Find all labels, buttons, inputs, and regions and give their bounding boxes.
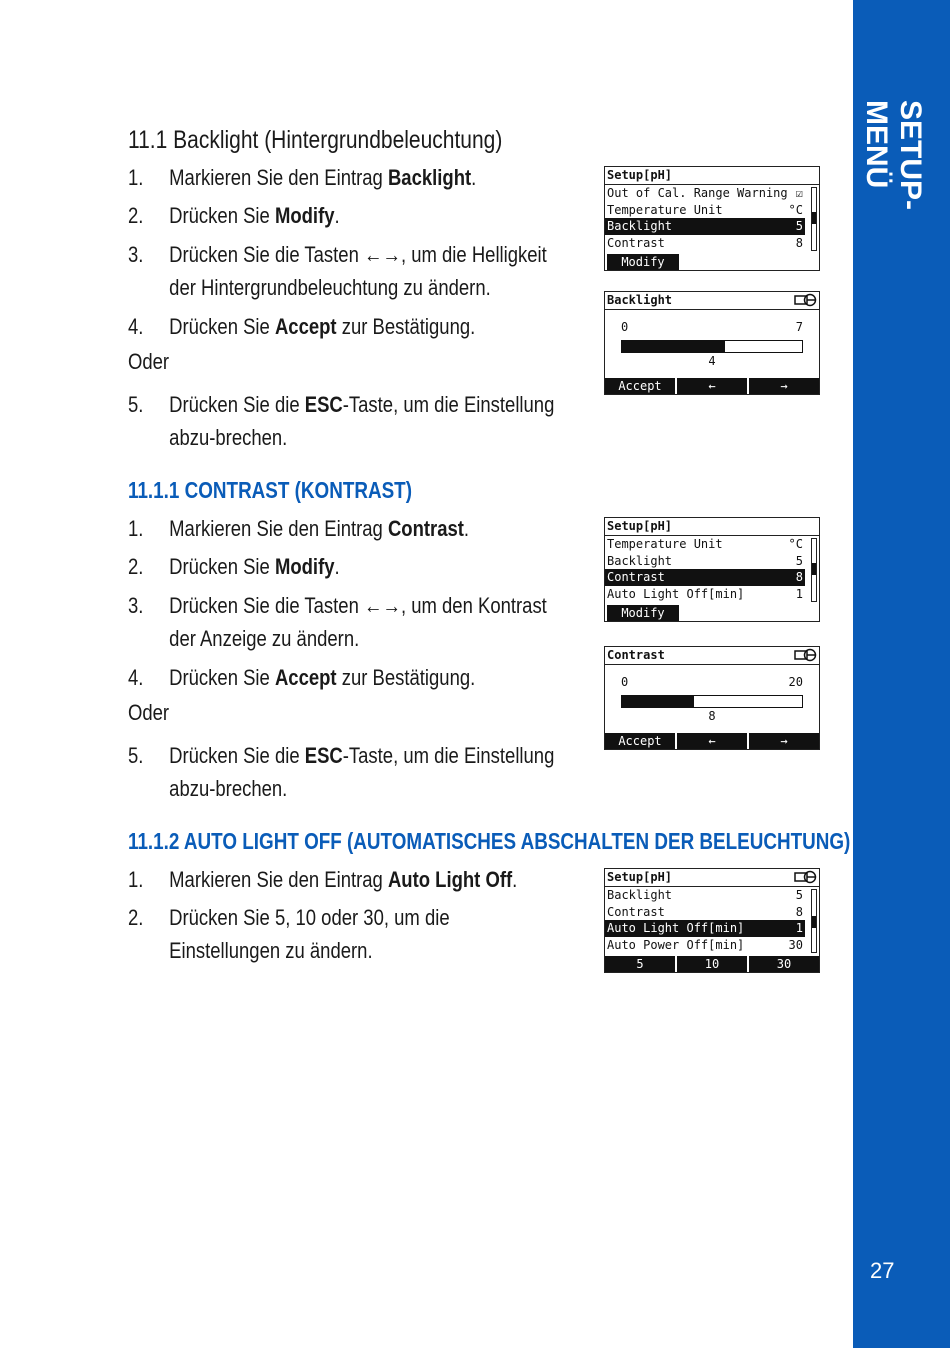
lcd-softkey[interactable]: → — [749, 733, 819, 749]
step-text-plain: Drücken Sie — [169, 203, 275, 228]
gauge-value: 4 — [708, 354, 716, 368]
lcd-row-label: Temperature Unit — [607, 537, 723, 551]
gauge-fill — [622, 341, 725, 352]
step-text — [169, 512, 565, 545]
lcd-menu-row[interactable] — [605, 904, 805, 921]
step-number: 1. — [128, 867, 144, 892]
step-text-keyword: Modify — [274, 203, 335, 228]
lcd-row-value: 8 — [795, 570, 803, 584]
step-text — [169, 199, 565, 232]
step-text-keyword: Backlight — [387, 165, 472, 190]
step-text — [169, 388, 565, 454]
step-text — [169, 901, 565, 967]
section-heading-contrast: 11.1.1 CONTRAST (KONTRAST) — [128, 477, 412, 503]
lcd-setup-screen-contrast — [604, 517, 820, 622]
oder-label: Oder — [128, 349, 170, 374]
lcd-softkey[interactable]: 10 — [677, 956, 747, 972]
step-text-keyword: Modify — [274, 554, 335, 579]
step-item — [128, 550, 565, 583]
step-text-plain: Drücken Sie die Tasten ←→, um den Kontrast der Anzeige zu ändern. — [169, 593, 547, 651]
gauge-bar — [621, 340, 803, 353]
lcd-softkey[interactable]: → — [749, 378, 819, 394]
lcd-title-text: Backlight — [607, 293, 673, 307]
lcd-setup-screen-auto-light-off — [604, 868, 820, 973]
lcd-menu-row[interactable] — [605, 569, 805, 586]
lcd-row-value: 5 — [795, 219, 803, 233]
lcd-backlight-adjust-screen — [604, 291, 820, 395]
step-number: 1. — [128, 516, 144, 541]
oder-label: Oder — [128, 700, 170, 725]
gauge-value: 8 — [708, 709, 716, 723]
step-item — [128, 512, 565, 545]
step-item — [128, 739, 565, 805]
lcd-menu-row[interactable] — [605, 586, 805, 603]
step-item — [128, 589, 565, 655]
lcd-softkey[interactable]: ← — [677, 733, 747, 749]
lcd-title — [605, 518, 819, 536]
gauge-max: 20 — [788, 675, 803, 689]
lcd-row-label: Auto Power Off[min] — [607, 937, 745, 952]
lcd-softkey[interactable]: Modify — [607, 605, 679, 621]
step-text — [169, 550, 565, 583]
lcd-row-label: Contrast — [607, 570, 665, 584]
step-item — [128, 901, 565, 967]
step-number: 5. — [128, 743, 144, 768]
lcd-row-label: Backlight — [607, 553, 673, 568]
lcd-title — [605, 647, 819, 665]
lcd-row-value: 30 — [788, 937, 803, 952]
lcd-menu-row[interactable] — [605, 218, 805, 235]
lcd-menu-row[interactable] — [605, 536, 805, 553]
lcd-softkey[interactable]: ← — [677, 378, 747, 394]
step-text-keyword: ESC — [304, 743, 343, 768]
battery-icon — [791, 648, 817, 662]
step-item — [128, 388, 565, 454]
lcd-setup-screen-backlight — [604, 166, 820, 271]
step-text-plain: Drücken Sie 5, 10 oder 30, um die Einstellungen zu ändern. — [169, 905, 450, 963]
section-heading-auto-light-off: 11.1.2 AUTO LIGHT OFF (AUTOMATISCHES ABSCHALTEN DER BELEUCHTUNG) — [128, 828, 851, 854]
lcd-row-value: °C — [788, 537, 803, 551]
step-text-plain-after: . — [463, 516, 470, 541]
lcd-row-value: ☑ — [795, 186, 803, 200]
step-text-plain-after: zur Bestätigung. — [336, 314, 476, 339]
step-text-plain-after: zur Bestätigung. — [336, 665, 476, 690]
step-text — [169, 863, 565, 896]
step-text-keyword: Auto Light Off — [387, 867, 513, 892]
step-text-plain: Drücken Sie — [169, 665, 275, 690]
lcd-scrollbar — [811, 889, 817, 953]
lcd-row-value: 8 — [795, 904, 803, 919]
lcd-title-text: Setup[pH] — [607, 870, 673, 884]
gauge-min: 0 — [621, 320, 629, 334]
step-number: 3. — [128, 242, 144, 267]
step-number: 4. — [128, 314, 144, 339]
lcd-row-value: 5 — [795, 553, 803, 568]
lcd-menu-row[interactable] — [605, 235, 805, 252]
lcd-scrollbar — [811, 187, 817, 251]
lcd-title — [605, 869, 819, 887]
lcd-menu-row[interactable] — [605, 185, 805, 202]
gauge-min: 0 — [621, 675, 629, 689]
lcd-row-value: 1 — [795, 921, 803, 935]
lcd-row-label: Auto Light Off[min] — [607, 586, 745, 601]
step-text — [169, 161, 565, 194]
section-heading-backlight: 11.1 Backlight (Hintergrundbeleuchtung) — [128, 126, 503, 154]
lcd-softkey[interactable]: Accept — [605, 378, 675, 394]
lcd-softkey[interactable]: 5 — [605, 956, 675, 972]
lcd-softkey[interactable]: Modify — [607, 254, 679, 270]
step-item — [128, 161, 565, 194]
lcd-row-label: Out of Cal. Range Warning — [607, 186, 788, 200]
step-text — [169, 238, 565, 304]
step-text-plain-after: . — [471, 165, 477, 190]
step-item — [128, 199, 565, 232]
lcd-contrast-adjust-screen — [604, 646, 820, 750]
step-text-plain: Drücken Sie die Tasten ←→, um die Helligkeit der Hintergrundbeleuchtung zu ändern. — [169, 242, 547, 300]
lcd-title — [605, 167, 819, 185]
step-text — [169, 739, 565, 805]
step-text-plain: Markieren Sie den Eintrag — [169, 867, 388, 892]
step-text — [169, 310, 565, 343]
step-text-plain-after: . — [334, 554, 340, 579]
step-text-keyword: Contrast — [387, 516, 464, 541]
lcd-row-value: 1 — [795, 586, 803, 601]
step-text-keyword: Accept — [274, 314, 337, 339]
step-text-plain-after: . — [334, 203, 340, 228]
step-text-keyword: ESC — [304, 392, 343, 417]
step-item — [128, 238, 565, 304]
gauge-max: 7 — [795, 320, 803, 334]
step-item — [128, 863, 565, 896]
lcd-menu-row[interactable] — [605, 937, 805, 954]
step-number: 3. — [128, 593, 144, 618]
lcd-row-value: 8 — [795, 235, 803, 250]
step-number: 2. — [128, 905, 144, 930]
lcd-softkey[interactable]: 30 — [749, 956, 819, 972]
page-number: 27 — [870, 1258, 895, 1283]
lcd-menu-row[interactable] — [605, 920, 805, 937]
step-number: 5. — [128, 392, 144, 417]
lcd-title-text: Setup[pH] — [607, 519, 673, 533]
step-item — [128, 310, 565, 343]
lcd-row-label: Backlight — [607, 888, 673, 902]
step-text-keyword: Accept — [274, 665, 337, 690]
lcd-title-text: Contrast — [607, 648, 665, 662]
step-text-plain: Drücken Sie — [169, 554, 275, 579]
lcd-menu-row[interactable] — [605, 887, 805, 904]
step-text — [169, 661, 565, 694]
step-number: 2. — [128, 554, 144, 579]
lcd-row-label: Backlight — [607, 219, 673, 233]
lcd-row-label: Contrast — [607, 235, 665, 250]
lcd-menu-row[interactable] — [605, 202, 805, 219]
lcd-row-label: Auto Light Off[min] — [607, 921, 745, 935]
step-text-plain: Drücken Sie die — [169, 392, 305, 417]
lcd-title — [605, 292, 819, 310]
lcd-title-text: Setup[pH] — [607, 168, 673, 182]
step-text-plain-after: . — [512, 867, 518, 892]
step-text-plain-after: -Taste, um die Einstellung abzu-brechen. — [169, 392, 555, 450]
lcd-scrollbar — [811, 538, 817, 602]
step-number: 4. — [128, 665, 144, 690]
battery-icon — [791, 293, 817, 307]
lcd-row-value: °C — [788, 202, 803, 217]
gauge-bar — [621, 695, 803, 708]
lcd-row-label: Contrast — [607, 904, 665, 919]
lcd-row-label: Temperature Unit — [607, 202, 723, 217]
step-text — [169, 589, 565, 655]
battery-icon — [791, 870, 817, 884]
lcd-softkey[interactable]: Accept — [605, 733, 675, 749]
step-text-plain: Drücken Sie — [169, 314, 275, 339]
step-text-plain: Markieren Sie den Eintrag — [169, 165, 388, 190]
step-text-plain-after: -Taste, um die Einstellung abzu-brechen. — [169, 743, 555, 801]
step-number: 1. — [128, 165, 144, 190]
step-text-plain: Markieren Sie den Eintrag — [169, 516, 388, 541]
sidebar-title: SETUP-MENÜ — [860, 100, 927, 211]
step-text-plain: Drücken Sie die — [169, 743, 305, 768]
step-number: 2. — [128, 203, 144, 228]
lcd-menu-row[interactable] — [605, 553, 805, 570]
step-item — [128, 661, 565, 694]
gauge-fill — [622, 696, 694, 707]
lcd-row-value: 5 — [795, 888, 803, 902]
